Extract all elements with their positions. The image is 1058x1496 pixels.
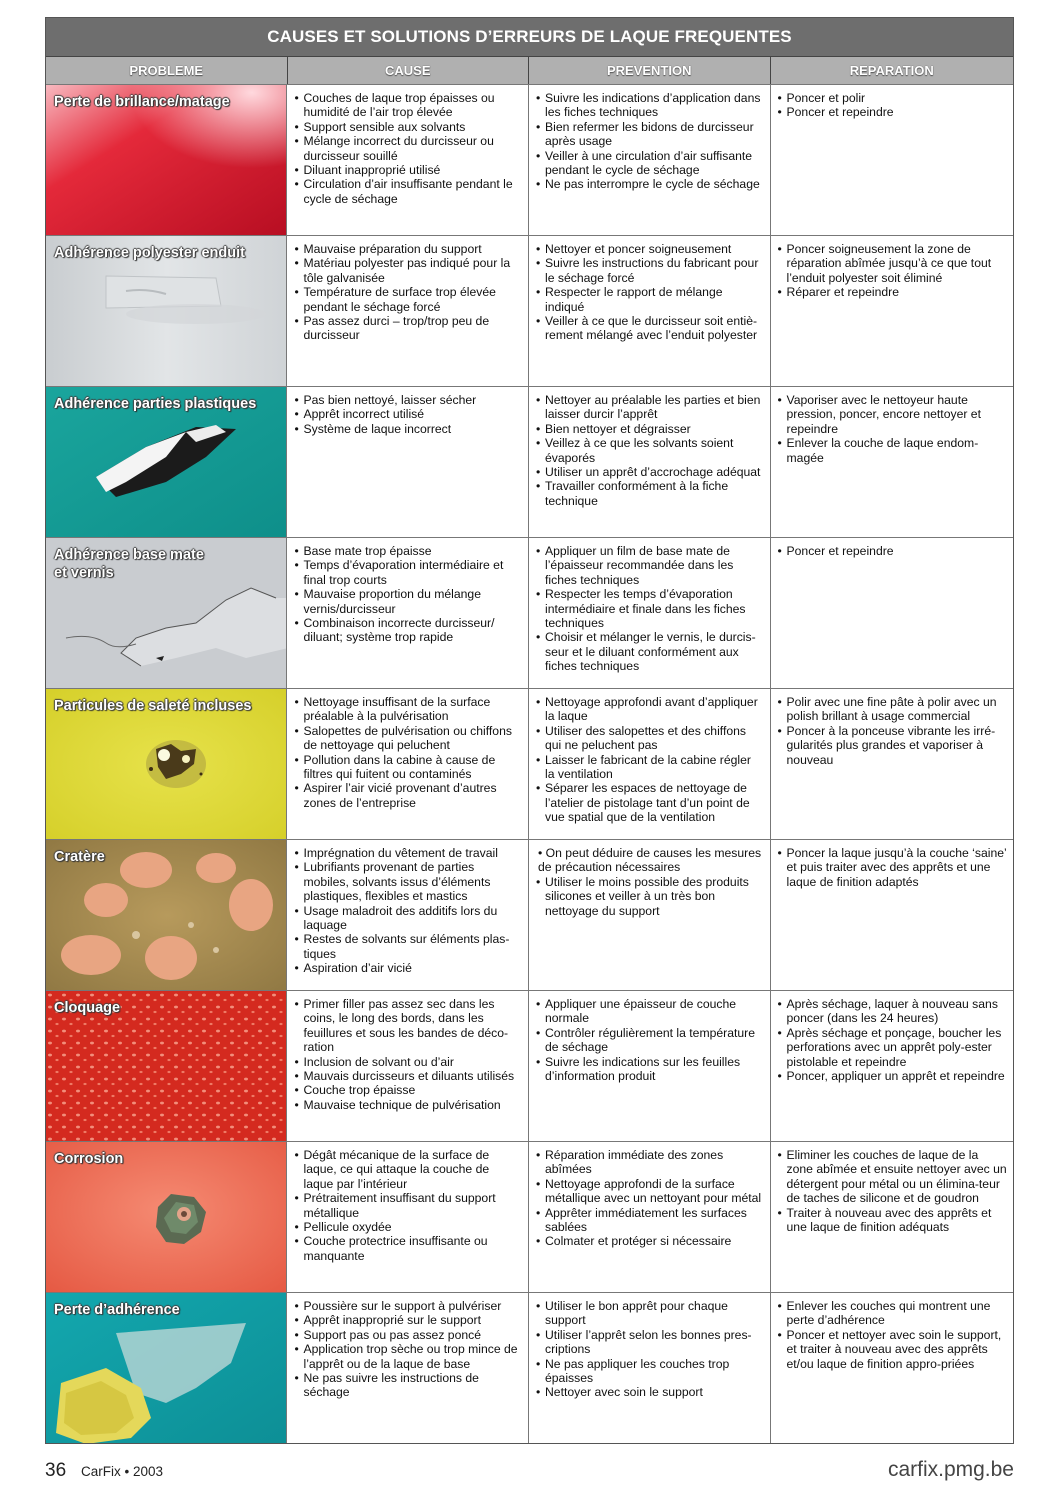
prevention-cell <box>529 689 771 839</box>
list-item: • Mauvais durcisseurs et diluants utilisés <box>294 1069 522 1083</box>
list-item: • Veillez à ce que les solvants soient évaporés <box>536 436 764 465</box>
list-item: • Restes de solvants sur éléments plas-tiques <box>294 932 522 961</box>
table-row <box>46 990 1013 1141</box>
list-item: • Laisser le fabricant de la cabine régler la ventilation <box>536 753 764 782</box>
cause-cell <box>287 538 529 688</box>
list-item: • Imprégnation du vêtement de travail <box>294 846 522 860</box>
list-item: • Ne pas appliquer les couches trop épaisses <box>536 1357 764 1386</box>
list-item: • Support sensible aux solvants <box>294 120 522 134</box>
list-item: • Apprêt inapproprié sur le support <box>294 1313 522 1327</box>
prevention-cell <box>529 236 771 386</box>
list-item: • Eliminer les couches de laque de la zone abîmée et ensuite nettoyer avec un détergent pour métal ou un élimina-teur de taches de silicone et de goudron <box>778 1148 1008 1206</box>
problem-photo-crater <box>46 840 287 990</box>
list-item: • Poncer, appliquer un apprêt et repeindre <box>778 1069 1008 1083</box>
list-item: • Pas bien nettoyé, laisser sécher <box>294 393 522 407</box>
list-item: • Ne pas interrompre le cycle de séchage <box>536 177 764 191</box>
list-item: • Réparation immédiate des zones abîmées <box>536 1148 764 1177</box>
prevention-cell <box>529 991 771 1141</box>
list-item: • Bien refermer les bidons de durcisseur après usage <box>536 120 764 149</box>
list-item: • Aspiration d’air vicié <box>294 961 522 975</box>
cause-cell <box>287 689 529 839</box>
page-number: 36 <box>45 1460 67 1481</box>
reparation-cell <box>771 991 1014 1141</box>
list-item: • Enlever les couches qui montrent une perte d’adhérence <box>778 1299 1008 1328</box>
reparation-cell <box>771 689 1014 839</box>
list-item: • Poussière sur le support à pulvériser <box>294 1299 522 1313</box>
list-item: • Nettoyer et poncer soigneusement <box>536 242 764 256</box>
list-item: • Vaporiser avec le nettoyeur haute pression, poncer, encore nettoyer et repeindre <box>778 393 1008 436</box>
prevention-cell <box>529 538 771 688</box>
list-item: • Apprêt incorrect utilisé <box>294 407 522 421</box>
list-item: • Contrôler régulièrement la température de séchage <box>536 1026 764 1055</box>
list-item: • Choisir et mélanger le vernis, le durcis-seur et le diluant conformément aux fiches techniques <box>536 630 764 673</box>
list-item: • Traiter à nouveau avec des apprêts et une laque de finition adéquats <box>778 1206 1008 1235</box>
list-item: • Support pas ou pas assez poncé <box>294 1328 522 1342</box>
list-item: • Respecter les temps d’évaporation intermédiaire et finale dans les fiches techniques <box>536 587 764 630</box>
problem-photo-dirt <box>46 689 287 839</box>
list-item: • Appliquer une épaisseur de couche normale <box>536 997 764 1026</box>
list-item: • Circulation d’air insuffisante pendant le cycle de séchage <box>294 177 522 206</box>
list-item: • Poncer et polir <box>778 91 1008 105</box>
list-item: • Usage maladroit des additifs lors du laquage <box>294 904 522 933</box>
problem-label: Adhérence polyester enduit <box>54 245 245 261</box>
list-item: • Poncer la laque jusqu’à la couche ‘saine’ et puis traiter avec des apprêts et une laque de finition adaptés <box>778 846 1008 889</box>
reparation-cell <box>771 1293 1014 1443</box>
list-item: • Système de laque incorrect <box>294 422 522 436</box>
table-row <box>46 688 1013 839</box>
cause-cell <box>287 387 529 537</box>
defects-table <box>45 17 1014 1444</box>
problem-label: Adhérence base mate et vernis <box>54 547 204 581</box>
header-probleme: PROBLEME <box>46 57 288 84</box>
list-item: • Pollution dans la cabine à cause de filtres qui fuitent ou contaminés <box>294 753 522 782</box>
problem-label: Perte d’adhérence <box>54 1302 180 1318</box>
header-prevention: PREVENTION <box>529 57 771 84</box>
list-item: • Bien nettoyer et dégraisser <box>536 422 764 436</box>
list-item: • Réparer et repeindre <box>778 285 1008 299</box>
list-item: • Inclusion de solvant ou d’air <box>294 1055 522 1069</box>
list-item: • Mauvaise préparation du support <box>294 242 522 256</box>
list-item: • Combinaison incorrecte durcisseur/ diluant; système trop rapide <box>294 616 522 645</box>
list-item: • Mauvaise proportion du mélange vernis/durcisseur <box>294 587 522 616</box>
list-item: • Nettoyage approfondi de la surface métallique avec un nettoyant pour métal <box>536 1177 764 1206</box>
list-item: • Nettoyage insuffisant de la surface préalable à la pulvérisation <box>294 695 522 724</box>
list-item: • Dégât mécanique de la surface de laque, ce qui attaque la couche de laque par l’intérieur <box>294 1148 522 1191</box>
reparation-cell <box>771 236 1014 386</box>
problem-label: Adhérence parties plastiques <box>54 396 257 412</box>
website-link[interactable]: carfix.pmg.be <box>887 1458 1014 1481</box>
list-item: • Base mate trop épaisse <box>294 544 522 558</box>
cause-cell <box>287 1142 529 1292</box>
list-item: • Ne pas suivre les instructions de séchage <box>294 1371 522 1400</box>
list-item: • Nettoyer au préalable les parties et bien laisser durcir l’apprêt <box>536 393 764 422</box>
list-item: • Lubrifiants provenant de parties mobiles, solvants issus d’éléments plastiques, flexibles et mastics <box>294 860 522 903</box>
list-item: • Matériau polyester pas indiqué pour la tôle galvanisée <box>294 256 522 285</box>
list-item: • Pas assez durci – trop/trop peu de durcisseur <box>294 314 522 343</box>
list-item: • Suivre les indications sur les feuilles d’information produit <box>536 1055 764 1084</box>
table-row <box>46 839 1013 990</box>
reparation-cell <box>771 538 1014 688</box>
problem-label: Perte de brillance/matage <box>54 94 230 110</box>
list-item: • Apprêter immédiatement les surfaces sablées <box>536 1206 764 1235</box>
table-row <box>46 1141 1013 1292</box>
list-item: • Poncer et repeindre <box>778 105 1008 119</box>
list-item: • Utiliser des salopettes et des chiffons qui ne peluchent pas <box>536 724 764 753</box>
problem-photo-basecoat <box>46 538 287 688</box>
page-footer <box>45 1458 1014 1488</box>
publication-name: CarFix • 2003 <box>81 1464 164 1479</box>
table-row <box>46 1292 1013 1443</box>
prevention-cell <box>529 840 771 990</box>
list-item: • Suivre les indications d’application dans les fiches techniques <box>536 91 764 120</box>
list-item: • Temps d’évaporation intermédiaire et final trop courts <box>294 558 522 587</box>
list-item: • Nettoyer avec soin le support <box>536 1385 764 1399</box>
cause-cell <box>287 840 529 990</box>
list-item: • Salopettes de pulvérisation ou chiffons de nettoyage qui peluchent <box>294 724 522 753</box>
header-reparation: REPARATION <box>771 57 1014 84</box>
list-item: • Couche trop épaisse <box>294 1083 522 1097</box>
list-item: • Mélange incorrect du durcisseur ou durcisseur souillé <box>294 134 522 163</box>
list-item: • Primer filler pas assez sec dans les coins, le long des bords, dans les feuillures et sous les bandes de déco-ration <box>294 997 522 1055</box>
table-row <box>46 84 1013 235</box>
reparation-cell <box>771 387 1014 537</box>
list-item: • Couches de laque trop épaisses ou humidité de l’air trop élevée <box>294 91 522 120</box>
list-item: • Respecter le rapport de mélange indiqué <box>536 285 764 314</box>
cause-cell <box>287 1293 529 1443</box>
list-item: • Utiliser un apprêt d’accrochage adéquat <box>536 465 764 479</box>
prevention-cell <box>529 387 771 537</box>
list-item: • Application trop sèche ou trop mince de l’apprêt ou de la laque de base <box>294 1342 522 1371</box>
table-row <box>46 235 1013 386</box>
problem-photo-adhesion-loss <box>46 1293 287 1443</box>
list-item: • Colmater et protéger si nécessaire <box>536 1234 764 1248</box>
cause-cell <box>287 85 529 235</box>
problem-label: Corrosion <box>54 1151 124 1167</box>
list-item: • On peut déduire de causes les mesures de précaution nécessaires <box>538 846 762 875</box>
problem-label: Cloquage <box>54 1000 121 1016</box>
list-item: • Poncer soigneusement la zone de réparation abîmée jusqu’à ce que tout l’enduit polyester soit éliminé <box>778 242 1008 285</box>
list-item: • Température de surface trop élevée pendant le séchage forcé <box>294 285 522 314</box>
table-row <box>46 386 1013 537</box>
list-item: • Après séchage, laquer à nouveau sans poncer (dans les 24 heures) <box>778 997 1008 1026</box>
problem-photo-corrosion <box>46 1142 287 1292</box>
list-item: • Veiller à ce que le durcisseur soit entiè-rement mélangé avec l’enduit polyester <box>536 314 764 343</box>
cause-cell <box>287 236 529 386</box>
prevention-cell <box>529 1293 771 1443</box>
table-row <box>46 537 1013 688</box>
reparation-cell <box>771 85 1014 235</box>
reparation-cell <box>771 1142 1014 1292</box>
list-item: • Nettoyage approfondi avant d’appliquer la laque <box>536 695 764 724</box>
header-cause: CAUSE <box>288 57 530 84</box>
problem-label: Particules de saleté incluses <box>54 698 252 714</box>
list-item: • Utiliser le bon apprêt pour chaque support <box>536 1299 764 1328</box>
list-item: • Après séchage et ponçage, boucher les perforations avec un apprêt poly-ester pistolable et repeindre <box>778 1026 1008 1069</box>
prevention-cell <box>529 1142 771 1292</box>
problem-photo-blistering <box>46 991 287 1141</box>
problem-photo-plastic <box>46 387 287 537</box>
list-item: • Aspirer l’air vicié provenant d’autres zones de l’entreprise <box>294 781 522 810</box>
cause-cell <box>287 991 529 1141</box>
list-item: • Séparer les espaces de nettoyage de l’atelier de pistolage tant d’un point de vue spatial que de la ventilation <box>536 781 764 824</box>
list-item: • Diluant inapproprié utilisé <box>294 163 522 177</box>
prevention-cell <box>529 85 771 235</box>
list-item: • Utiliser l’apprêt selon les bonnes pres-criptions <box>536 1328 764 1357</box>
list-item: • Veiller à une circulation d’air suffisante pendant le cycle de séchage <box>536 149 764 178</box>
list-item: • Enlever la couche de laque endom-magée <box>778 436 1008 465</box>
problem-photo-gloss <box>46 85 287 235</box>
header-row <box>46 56 1013 84</box>
list-item: • Pellicule oxydée <box>294 1220 522 1234</box>
problem-photo-polyester <box>46 236 287 386</box>
list-item: • Poncer et nettoyer avec soin le support, et traiter à nouveau avec des apprêts et/ou laque de finition appro-priées <box>778 1328 1008 1371</box>
list-item: • Appliquer un film de base mate de l’épaisseur recommandée dans les fiches techniques <box>536 544 764 587</box>
list-item: • Polir avec une fine pâte à polir avec un polish brillant à usage commercial <box>778 695 1008 724</box>
list-item: • Poncer à la ponceuse vibrante les irré-gularités plus grandes et vaporiser à nouveau <box>778 724 1008 767</box>
list-item: • Couche protectrice insuffisante ou manquante <box>294 1234 522 1263</box>
list-item: • Poncer et repeindre <box>778 544 1008 558</box>
list-item: • Suivre les instructions du fabricant pour le séchage forcé <box>536 256 764 285</box>
table-title: CAUSES ET SOLUTIONS D’ERREURS DE LAQUE FREQUENTES <box>46 18 1013 56</box>
list-item: • Utiliser le moins possible des produits silicones et veiller à un très bon nettoyage du support <box>536 875 764 918</box>
list-item: • Mauvaise technique de pulvérisation <box>294 1098 522 1112</box>
reparation-cell <box>771 840 1014 990</box>
list-item: • Prétraitement insuffisant du support métallique <box>294 1191 522 1220</box>
list-item: • Travailler conformément à la fiche technique <box>536 479 764 508</box>
problem-label: Cratère <box>54 849 105 865</box>
